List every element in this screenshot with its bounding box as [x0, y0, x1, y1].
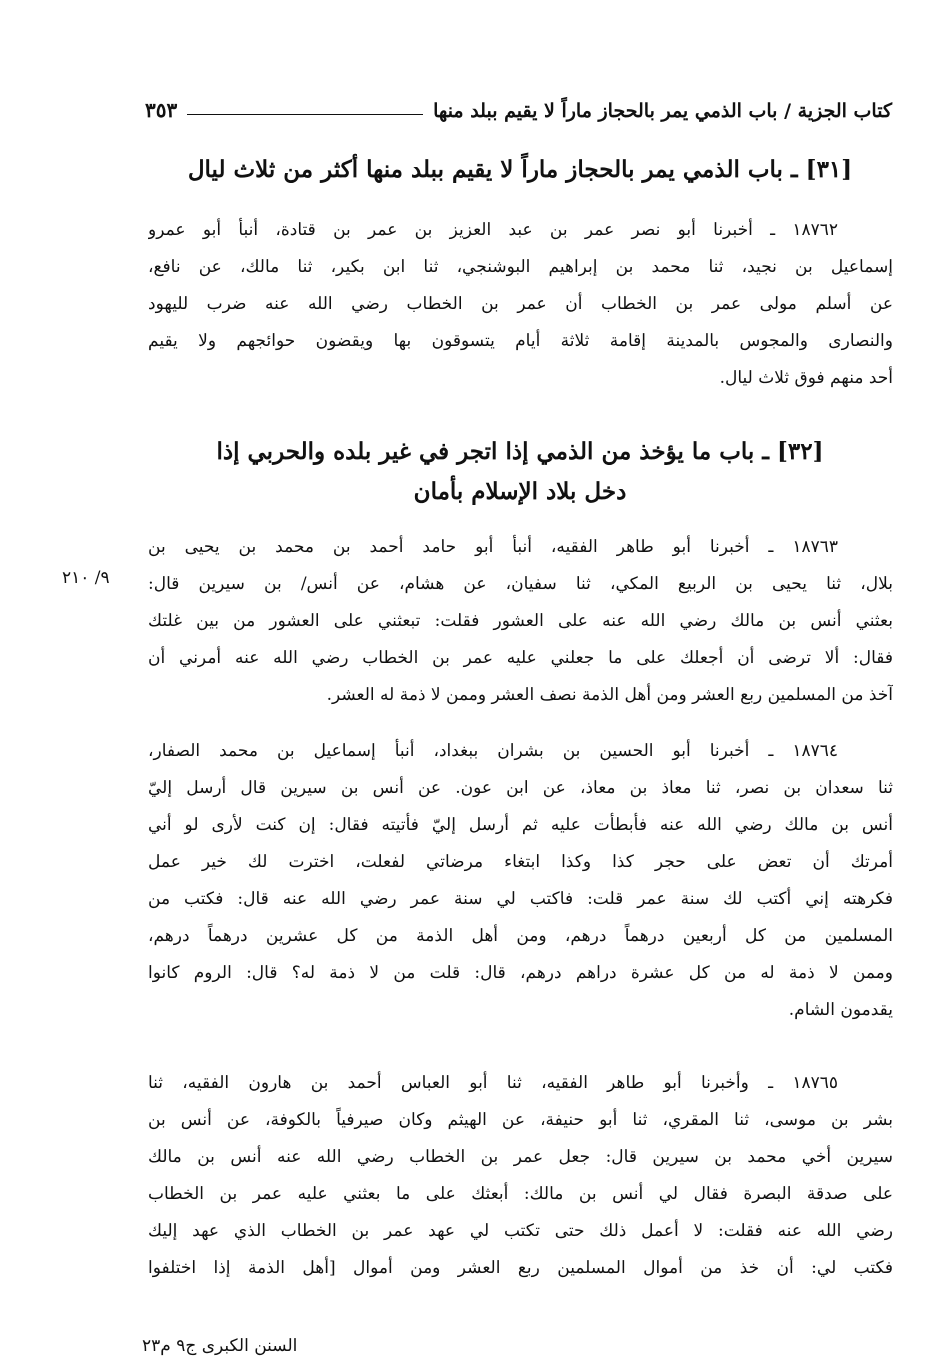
margin-page-reference: ٩/ ٢١٠	[62, 568, 110, 588]
text-line: آخذ من المسلمين ربع العشر ومن أهل الذمة نصف العشر وممن لا ذمة له العشر.	[326, 685, 893, 705]
chapter-heading-32-line2: دخل بلاد الإسلام بأمان	[413, 478, 627, 505]
text-line: ثنا سعدان بن نصر، ثنا معاذ بن معاذ، عن ابن عون. عن أنس بن سيرين قال أرسل إليّ	[148, 778, 893, 798]
chapter-heading-32	[190, 432, 850, 512]
header-rule	[187, 114, 423, 115]
footer-signature: السنن الكبرى ج٩ م٢٣	[142, 1336, 298, 1356]
hadith-18762	[148, 212, 893, 397]
page-number: ٣٥٣	[145, 98, 178, 122]
text-line: ١٨٧٦٥ ـ وأخبرنا أبو طاهر الفقيه، ثنا أبو العباس أحمد بن هارون الفقيه، ثنا	[148, 1073, 838, 1093]
text-line: أنس بن مالك رضي الله عنه فأبطأت عليه ثم أرسل إليّ فأتيته فقال: إن كنت لأرى لو أني	[148, 815, 893, 835]
text-line: يقدمون الشام.	[788, 1000, 893, 1020]
chapter-heading-32-line1: [٣٢] ـ باب ما يؤخذ من الذمي إذا اتجر في غير بلده والحربي إذا	[216, 438, 824, 465]
hadith-18765	[148, 1065, 893, 1287]
text-line: بشر بن موسى، ثنا المقري، ثنا أبو حنيفة، عن الهيثم وكان صيرفياً بالكوفة، عن أنس بن	[148, 1110, 893, 1130]
text-line: وممن لا ذمة له من كل عشرة دراهم درهم، قال: قلت من لا ذمة له؟ قال: الروم كانوا	[148, 963, 893, 983]
text-line: رضي الله عنه فقلت: لا أعمل ذلك حتى تكتب لي عهد عمر بن الخطاب الذي عهد إليك	[148, 1221, 893, 1241]
text-line: والنصارى والمجوس بالمدينة إقامة ثلاثة أيام يتسوقون بها ويقضون حوائجهم ولا يقيم	[148, 331, 893, 351]
text-line: سيرين أخي محمد بن سيرين قال: جعل عمر بن الخطاب رضي الله عنه أنس بن مالك	[148, 1147, 893, 1167]
chapter-heading-31	[140, 150, 900, 190]
text-line: فكتب لي: أن خذ من أموال المسلمين ربع العشر ومن أموال [أهل الذمة إذا اختلفوا	[148, 1258, 893, 1278]
text-line: أحد منهم فوق ثلاث ليال.	[719, 368, 893, 388]
text-line: ١٨٧٦٤ ـ أخبرنا أبو الحسين بن بشران ببغداد، أنبأ إسماعيل بن محمد الصفار،	[148, 741, 838, 761]
hadith-18763	[148, 529, 893, 714]
chapter-heading-31-text: [٣١] ـ باب الذمي يمر بالحجاز ماراً لا يقيم ببلد منها أكثر من ثلاث ليال	[187, 156, 853, 183]
running-header-title: كتاب الجزية / باب الذمي يمر بالحجاز ماراً لا يقيم ببلد منها	[433, 100, 892, 122]
text-line: على صدقة البصرة فقال لي أنس بن مالك: أبعثك على ما بعثني عليه عمر بن الخطاب	[148, 1184, 893, 1204]
text-line: بلال، ثنا يحيى بن الربيع المكي، ثنا سفيان، عن هشام، عن أنس/ بن سيرين قال:	[148, 574, 893, 594]
text-line: ١٨٧٦٣ ـ أخبرنا أبو طاهر الفقيه، أنبأ أبو حامد أحمد بن محمد بن يحيى بن	[148, 537, 838, 557]
text-line: إسماعيل بن نجيد، ثنا محمد بن إبراهيم البوشنجي، ثنا ابن بكير، ثنا مالك، عن نافع،	[148, 257, 893, 277]
text-line: المسلمين من كل أربعين درهماً درهم، ومن أهل الذمة من كل عشرين درهماً درهم،	[148, 926, 893, 946]
text-line: أمرتك أن تعض على حجر كذا وكذا ابتغاء مرضاتي لفعلت، اخترت لك خير عمل	[148, 852, 893, 872]
text-line: ١٨٧٦٢ ـ أخبرنا أبو نصر عمر بن عبد العزيز بن عمر بن قتادة، أنبأ أبو عمرو	[148, 220, 838, 240]
hadith-18764	[148, 733, 893, 1029]
text-line: بعثني أنس بن مالك رضي الله عنه على العشور فقلت: تبعثني على العشور من بين غلتك	[148, 611, 893, 631]
text-line: عن أسلم مولى عمر بن الخطاب أن عمر بن الخطاب رضي الله عنه ضرب لليهود	[148, 294, 893, 314]
text-line: فكرهته إني أكتب لك سنة عمر قلت: فاكتب لي سنة عمر رضي الله عنه قال: فكتب من	[148, 889, 893, 909]
running-header	[145, 88, 892, 122]
text-line: فقال: ألا ترضى أن أجعلك على ما جعلني عليه عمر بن الخطاب رضي الله عنه أمرني أن	[148, 648, 893, 668]
